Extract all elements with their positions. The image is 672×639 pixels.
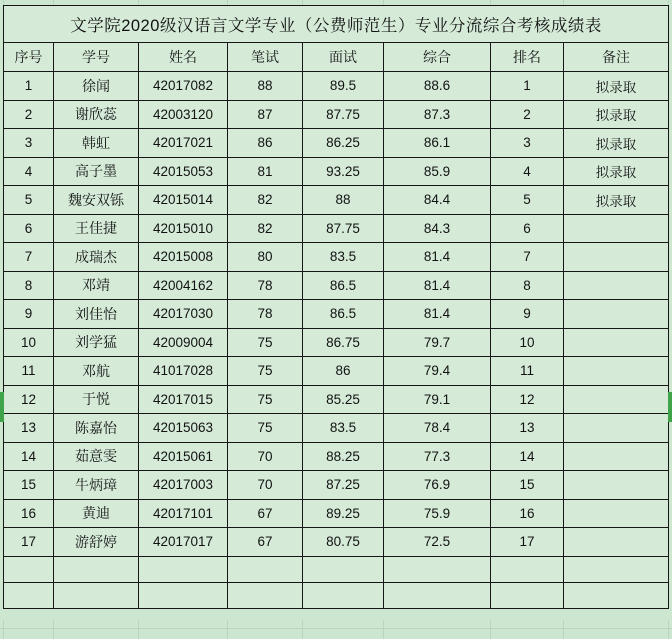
cell-interview[interactable]: 86.75 [303,328,384,357]
cell-written[interactable]: 70 [228,442,303,471]
cell-no[interactable]: 2 [4,100,54,129]
cell-id[interactable]: 42015061 [139,442,228,471]
empty-cell[interactable] [4,556,54,582]
cell-written[interactable]: 82 [228,186,303,215]
cell-name[interactable]: 王佳捷 [54,214,139,243]
gridline [563,620,564,639]
cell-name[interactable]: 谢欣蕊 [54,100,139,129]
table-row [4,214,669,243]
cell-id[interactable]: 42009004 [139,328,228,357]
cell-composite[interactable]: 77.3 [384,442,491,471]
cell-written[interactable]: 81 [228,157,303,186]
cell-composite[interactable]: 79.1 [384,385,491,414]
cell-remark[interactable] [564,271,669,300]
table-row [4,499,669,528]
cell-no[interactable]: 3 [4,129,54,158]
cell-id[interactable]: 42017021 [139,129,228,158]
empty-cell[interactable] [228,582,303,608]
cell-name[interactable]: 黄迪 [54,499,139,528]
cell-written[interactable]: 86 [228,129,303,158]
cell-id[interactable]: 42015008 [139,243,228,272]
cell-name[interactable]: 牛炳璋 [54,471,139,500]
empty-cell[interactable] [491,556,564,582]
header-cell-no[interactable]: 序号 [4,43,54,72]
cell-rank[interactable]: 14 [491,442,564,471]
cell-id[interactable]: 42015063 [139,414,228,443]
cell-interview[interactable]: 85.25 [303,385,384,414]
cell-remark[interactable]: 拟录取 [564,129,669,158]
cell-written[interactable]: 82 [228,214,303,243]
cell-interview[interactable]: 86 [303,357,384,386]
cell-interview[interactable]: 86.5 [303,300,384,329]
empty-cell[interactable] [228,556,303,582]
cell-rank[interactable]: 12 [491,385,564,414]
cell-written[interactable]: 70 [228,471,303,500]
cell-written[interactable]: 78 [228,271,303,300]
cell-composite[interactable]: 84.3 [384,214,491,243]
cell-remark[interactable]: 拟录取 [564,72,669,101]
cell-interview[interactable]: 86.5 [303,271,384,300]
header-cell-composite[interactable]: 综合 [384,43,491,72]
cell-id[interactable]: 42017017 [139,528,228,557]
cell-name[interactable]: 茹意雯 [54,442,139,471]
cell-rank[interactable]: 8 [491,271,564,300]
cell-rank[interactable]: 4 [491,157,564,186]
gridline [302,620,303,639]
table-row [4,243,669,272]
table-row [4,129,669,158]
cell-no[interactable]: 13 [4,414,54,443]
cell-interview[interactable]: 83.5 [303,243,384,272]
cell-no[interactable]: 14 [4,442,54,471]
cell-id[interactable]: 42017015 [139,385,228,414]
cell-id[interactable]: 42015053 [139,157,228,186]
cell-remark[interactable]: 拟录取 [564,157,669,186]
cell-rank[interactable]: 9 [491,300,564,329]
cell-id[interactable]: 42017082 [139,72,228,101]
cell-interview[interactable]: 89.5 [303,72,384,101]
cell-composite[interactable]: 86.1 [384,129,491,158]
table-row [4,357,669,386]
cell-written[interactable]: 88 [228,72,303,101]
table-row [4,186,669,215]
cell-written[interactable]: 87 [228,100,303,129]
header-cell-interview[interactable]: 面试 [303,43,384,72]
cell-name[interactable]: 刘学猛 [54,328,139,357]
empty-cell[interactable] [139,582,228,608]
cell-interview[interactable]: 80.75 [303,528,384,557]
cell-remark[interactable] [564,300,669,329]
gridline [227,620,228,639]
cell-id[interactable]: 41017028 [139,357,228,386]
empty-cell[interactable] [54,556,139,582]
empty-cell[interactable] [54,582,139,608]
cell-id[interactable]: 42004162 [139,271,228,300]
cell-name[interactable]: 成瑞杰 [54,243,139,272]
gridline [668,620,669,639]
table-row [4,414,669,443]
cell-rank[interactable]: 2 [491,100,564,129]
table-row [4,157,669,186]
cell-written[interactable]: 75 [228,385,303,414]
table-row [4,328,669,357]
cell-remark[interactable] [564,414,669,443]
cell-remark[interactable] [564,214,669,243]
empty-cell[interactable] [139,556,228,582]
table-row [4,271,669,300]
cell-rank[interactable]: 5 [491,186,564,215]
cell-composite[interactable]: 87.3 [384,100,491,129]
cell-no[interactable]: 12 [4,385,54,414]
table-title-cell[interactable]: 文学院2020级汉语言文学专业（公费师范生）专业分流综合考核成绩表 [4,6,669,43]
cell-composite[interactable]: 81.4 [384,271,491,300]
empty-cell[interactable] [303,556,384,582]
cell-rank[interactable]: 11 [491,357,564,386]
gridline [383,620,384,639]
table-row [4,471,669,500]
cell-composite[interactable]: 72.5 [384,528,491,557]
empty-cell[interactable] [564,556,669,582]
cell-no[interactable]: 4 [4,157,54,186]
cell-id[interactable]: 42017003 [139,471,228,500]
gridline [53,620,54,639]
empty-row [4,556,669,582]
header-cell-id[interactable]: 姓名 [139,43,228,72]
cell-composite[interactable]: 78.4 [384,414,491,443]
cell-id[interactable]: 42003120 [139,100,228,129]
empty-cell[interactable] [303,582,384,608]
header-cell-remark[interactable]: 备注 [564,43,669,72]
cell-written[interactable]: 67 [228,499,303,528]
gridline [490,620,491,639]
cell-interview[interactable]: 93.25 [303,157,384,186]
table-row [4,528,669,557]
cell-written[interactable]: 75 [228,414,303,443]
cell-interview[interactable]: 87.75 [303,214,384,243]
cell-remark[interactable] [564,328,669,357]
table-row [4,300,669,329]
cell-id[interactable]: 42015014 [139,186,228,215]
cell-composite[interactable]: 79.7 [384,328,491,357]
cell-composite[interactable]: 81.4 [384,300,491,329]
cell-remark[interactable] [564,243,669,272]
cell-remark[interactable]: 拟录取 [564,100,669,129]
cell-name[interactable]: 魏安双铄 [54,186,139,215]
cell-name[interactable]: 刘佳怡 [54,300,139,329]
cell-remark[interactable] [564,357,669,386]
gridline [3,620,4,639]
cell-rank[interactable]: 10 [491,328,564,357]
cell-rank[interactable]: 17 [491,528,564,557]
header-cell-written[interactable]: 笔试 [228,43,303,72]
header-cell-rank[interactable]: 排名 [491,43,564,72]
cell-name[interactable]: 游舒婷 [54,528,139,557]
cell-no[interactable]: 17 [4,528,54,557]
cell-written[interactable]: 75 [228,357,303,386]
cell-composite[interactable]: 79.4 [384,357,491,386]
cell-id[interactable]: 42017030 [139,300,228,329]
cell-no[interactable]: 5 [4,186,54,215]
table-row [4,72,669,101]
cell-rank[interactable]: 16 [491,499,564,528]
cell-no[interactable]: 9 [4,300,54,329]
empty-cell[interactable] [384,556,491,582]
empty-cell[interactable] [4,582,54,608]
cell-name[interactable]: 邓靖 [54,271,139,300]
empty-cell[interactable] [564,582,669,608]
cell-name[interactable]: 高子墨 [54,157,139,186]
cell-rank[interactable]: 7 [491,243,564,272]
cell-composite[interactable]: 85.9 [384,157,491,186]
cell-remark[interactable] [564,385,669,414]
cell-id[interactable]: 42017101 [139,499,228,528]
empty-row [4,582,669,608]
cell-name[interactable]: 徐闻 [54,72,139,101]
cell-rank[interactable]: 1 [491,72,564,101]
cell-written[interactable]: 80 [228,243,303,272]
table-row [4,385,669,414]
cell-remark[interactable] [564,471,669,500]
cell-name[interactable]: 韩虹 [54,129,139,158]
cell-remark[interactable] [564,442,669,471]
cell-composite[interactable]: 75.9 [384,499,491,528]
header-row [4,43,669,72]
cell-name[interactable]: 陈嘉怡 [54,414,139,443]
cell-rank[interactable]: 3 [491,129,564,158]
cell-composite[interactable]: 81.4 [384,243,491,272]
cell-interview[interactable]: 87.25 [303,471,384,500]
cell-rank[interactable]: 6 [491,214,564,243]
cell-no[interactable]: 7 [4,243,54,272]
gridline [0,628,672,629]
cell-no[interactable]: 1 [4,72,54,101]
cell-remark[interactable]: 拟录取 [564,186,669,215]
empty-cell[interactable] [491,582,564,608]
title-row [4,6,669,43]
cell-written[interactable]: 75 [228,328,303,357]
row-selection-indicator-right [668,392,672,422]
cell-no[interactable]: 8 [4,271,54,300]
table-row [4,442,669,471]
row-selection-indicator-left [0,392,4,422]
cell-no[interactable]: 16 [4,499,54,528]
cell-interview[interactable]: 86.25 [303,129,384,158]
gridline [138,620,139,639]
cell-remark[interactable] [564,499,669,528]
cell-written[interactable]: 67 [228,528,303,557]
cell-composite[interactable]: 84.4 [384,186,491,215]
cell-no[interactable]: 10 [4,328,54,357]
score-table [3,5,669,609]
cell-no[interactable]: 11 [4,357,54,386]
cell-interview[interactable]: 89.25 [303,499,384,528]
cell-written[interactable]: 78 [228,300,303,329]
cell-interview[interactable]: 87.75 [303,100,384,129]
cell-name[interactable]: 于悦 [54,385,139,414]
cell-composite[interactable]: 76.9 [384,471,491,500]
cell-rank[interactable]: 15 [491,471,564,500]
header-cell-name[interactable]: 学号 [54,43,139,72]
cell-interview[interactable]: 88.25 [303,442,384,471]
table-row [4,100,669,129]
cell-no[interactable]: 15 [4,471,54,500]
empty-cell[interactable] [384,582,491,608]
cell-interview[interactable]: 88 [303,186,384,215]
cell-rank[interactable]: 13 [491,414,564,443]
cell-name[interactable]: 邓航 [54,357,139,386]
cell-composite[interactable]: 88.6 [384,72,491,101]
cell-interview[interactable]: 83.5 [303,414,384,443]
cell-no[interactable]: 6 [4,214,54,243]
cell-remark[interactable] [564,528,669,557]
cell-id[interactable]: 42015010 [139,214,228,243]
